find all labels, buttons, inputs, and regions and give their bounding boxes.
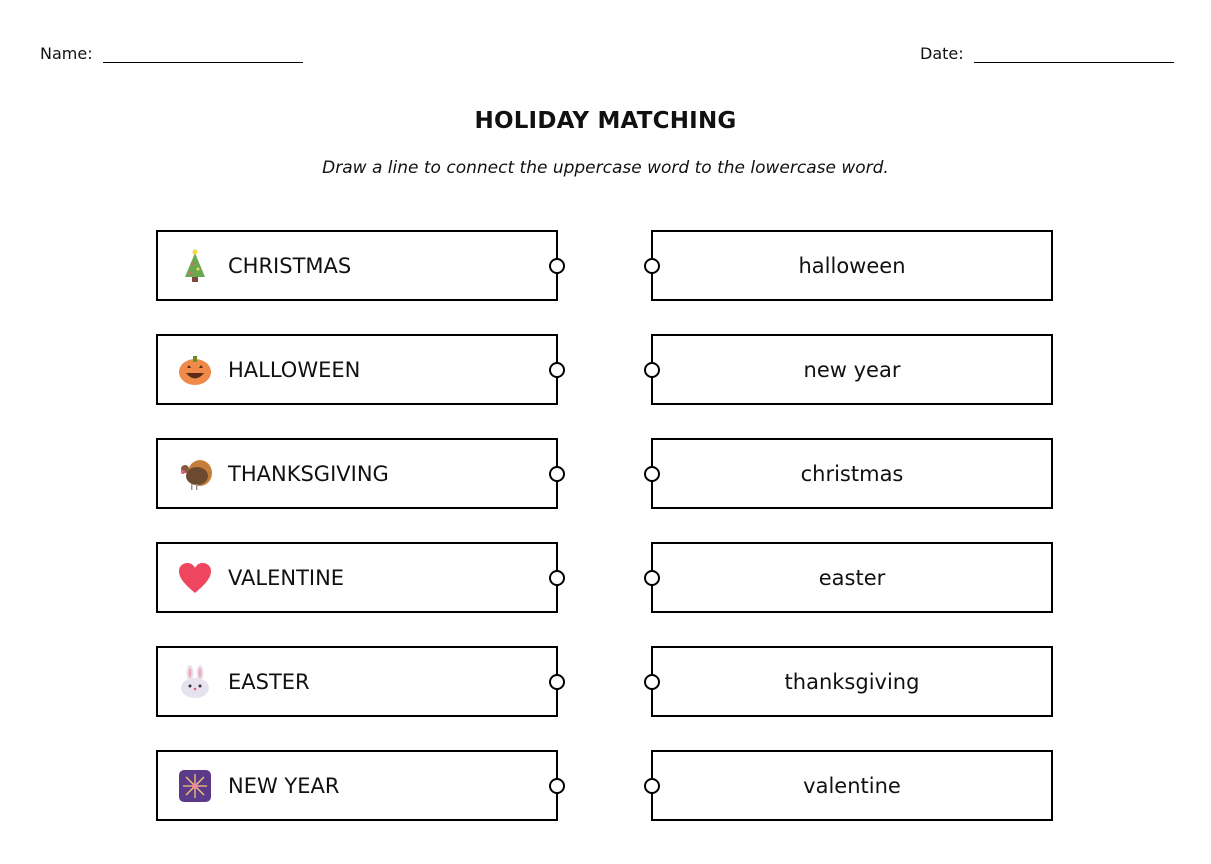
right-item <box>651 542 1053 613</box>
date-label: Date: <box>920 44 964 63</box>
fireworks-icon <box>178 769 212 803</box>
connector-dot[interactable] <box>549 570 565 586</box>
right-item <box>651 750 1053 821</box>
left-word: EASTER <box>228 669 310 694</box>
left-item-halloween <box>156 334 558 405</box>
left-item-easter <box>156 646 558 717</box>
connector-dot[interactable] <box>644 674 660 690</box>
connector-dot[interactable] <box>644 258 660 274</box>
right-item <box>651 438 1053 509</box>
left-item-valentine <box>156 542 558 613</box>
connector-dot[interactable] <box>549 466 565 482</box>
right-word: new year <box>803 357 901 382</box>
connector-dot[interactable] <box>549 674 565 690</box>
heart-icon <box>178 561 212 595</box>
page-title: HOLIDAY MATCHING <box>474 108 737 134</box>
connector-dot[interactable] <box>644 570 660 586</box>
name-blank[interactable] <box>103 42 303 63</box>
left-word: NEW YEAR <box>228 773 340 798</box>
left-word: CHRISTMAS <box>228 253 352 278</box>
date-field <box>920 42 1174 63</box>
name-field <box>40 42 303 63</box>
left-item-thanksgiving <box>156 438 558 509</box>
right-item <box>651 230 1053 301</box>
left-word: HALLOWEEN <box>228 357 361 382</box>
connector-dot[interactable] <box>644 362 660 378</box>
connector-dot[interactable] <box>644 466 660 482</box>
right-word: valentine <box>803 773 901 798</box>
right-word: halloween <box>798 253 906 278</box>
connector-dot[interactable] <box>549 258 565 274</box>
jack-o-lantern-icon <box>178 353 212 387</box>
right-item <box>651 334 1053 405</box>
name-label: Name: <box>40 44 93 63</box>
date-blank[interactable] <box>974 42 1174 63</box>
left-word: VALENTINE <box>228 565 345 590</box>
christmas-tree-icon <box>178 249 212 283</box>
left-word: THANKSGIVING <box>228 461 389 486</box>
right-item <box>651 646 1053 717</box>
right-word: christmas <box>800 461 904 486</box>
right-word: thanksgiving <box>784 669 920 694</box>
left-item-christmas <box>156 230 558 301</box>
connector-dot[interactable] <box>644 778 660 794</box>
turkey-icon <box>178 457 212 491</box>
left-item-new-year <box>156 750 558 821</box>
connector-dot[interactable] <box>549 778 565 794</box>
bunny-icon <box>178 665 212 699</box>
right-word: easter <box>818 565 886 590</box>
connector-dot[interactable] <box>549 362 565 378</box>
instructions: Draw a line to connect the uppercase word to the lowercase word. <box>322 158 889 178</box>
